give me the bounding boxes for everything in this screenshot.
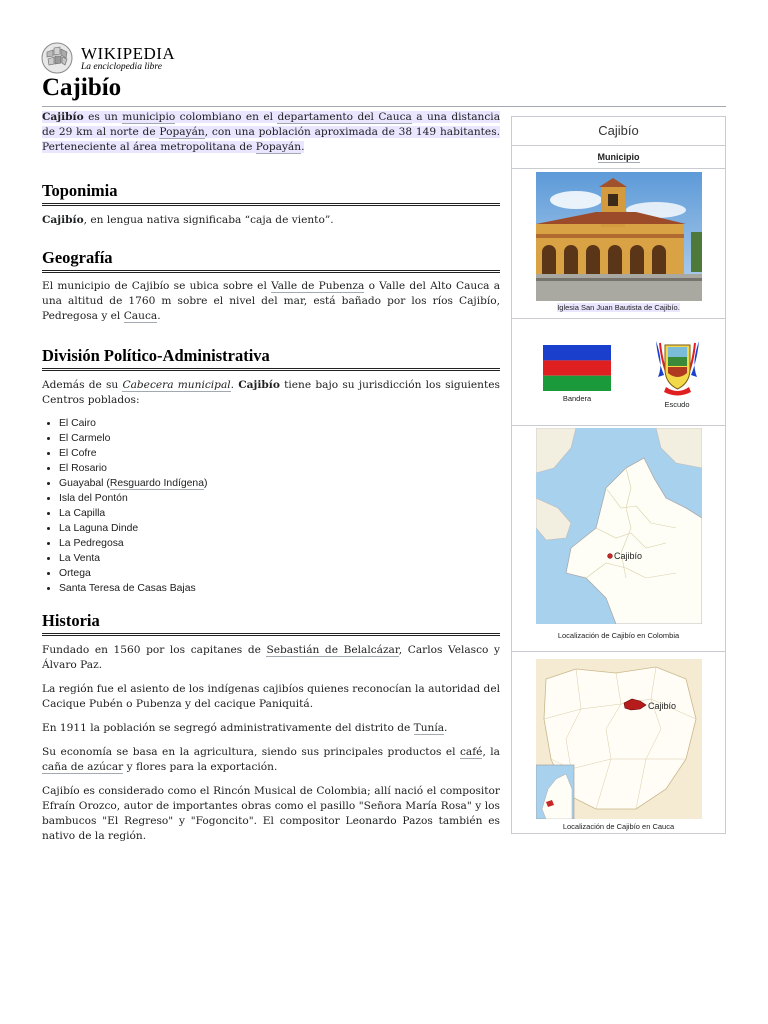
lead-text-4: , con una población aproximada de 38 149 habitantes. Perteneciente al área metropolitana de	[42, 126, 501, 153]
historia-paragraph-5: Cajibío es considerado como el Rincón Musical de Colombia; allí nació el compositor Efraín Orozco, autor de importantes obras como el pasillo "Señora María Rosa" y los bambucos "El Regreso" y "Fogoncito". El compositor Leonardo Pazos también es nativo de la región.	[42, 785, 500, 842]
wikipedia-wordmark: WIKIPEDIA	[81, 44, 176, 63]
title-divider	[42, 106, 726, 107]
lead-text-5: .	[301, 141, 305, 153]
link-cafe[interactable]: café	[459, 746, 483, 758]
link-sebastian-belalcazar[interactable]: Sebastián de Belalcázar	[266, 644, 399, 656]
geografia-paragraph	[42, 279, 500, 324]
cauca-map-section	[512, 652, 725, 840]
historia-p4-end: y flores para la exportación.	[123, 761, 278, 773]
lead-text-2: colombiano en el	[175, 111, 278, 123]
infobox	[511, 116, 726, 834]
historia-paragraph-3	[42, 721, 500, 736]
heading-division: División Político-Administrativa	[42, 348, 500, 371]
guayabal-close: )	[204, 478, 208, 489]
division-text-3: tiene bajo su jurisdicción los siguientes Centros poblados:	[42, 379, 500, 406]
heading-historia: Historia	[42, 613, 500, 636]
guayabal-text: Guayabal (	[59, 478, 110, 489]
link-cabecera-municipal[interactable]: Cabecera municipal	[122, 379, 231, 391]
toponimia-text: , en lengua nativa significaba “caja de viento”.	[83, 214, 334, 226]
list-item: • Santa Teresa de Casas Bajas	[59, 581, 500, 596]
list-item: • La Venta	[59, 551, 500, 566]
symbols-section	[512, 319, 725, 426]
colombia-map-section	[512, 426, 725, 652]
link-municipio[interactable]: municipio	[122, 111, 176, 123]
colombia-map-caption: Localización de Cajibío en Colombia	[557, 631, 680, 640]
lead-paragraph	[42, 110, 500, 155]
historia-p4-text: Su economía se basa en la agricultura, siendo sus principales productos el	[42, 746, 460, 758]
link-departamento-cauca[interactable]: departamento del Cauca	[277, 111, 412, 123]
list-item	[59, 476, 500, 491]
photo-section	[512, 169, 725, 319]
infobox-type	[512, 146, 725, 169]
link-resguardo-indigena[interactable]: Resguardo Indígena	[109, 478, 204, 489]
wikipedia-globe-icon	[41, 42, 73, 74]
list-item: • El Carmelo	[59, 431, 500, 446]
historia-p4-mid: , la	[482, 746, 500, 758]
historia-paragraph-4	[42, 745, 500, 775]
link-valle-pubenza[interactable]: Valle de Pubenza	[271, 280, 365, 292]
division-text-2: .	[230, 379, 239, 391]
link-cauca[interactable]: Cauca	[123, 310, 158, 322]
link-tunia[interactable]: Tunía	[413, 722, 445, 734]
link-popayan[interactable]: Popayán	[159, 126, 205, 138]
link-cana-azucar[interactable]: caña de azúcar	[42, 761, 124, 773]
geografia-text-1: El municipio de Cajibío se ubica sobre el	[42, 280, 272, 292]
lead-bold-title: Cajibío	[42, 111, 84, 123]
historia-paragraph-1	[42, 643, 500, 673]
flag-image[interactable]	[543, 345, 611, 391]
shield-image[interactable]	[654, 337, 701, 399]
division-text-1: Además de su	[42, 379, 123, 391]
division-paragraph	[42, 378, 500, 408]
church-photo[interactable]	[536, 172, 702, 301]
flag-caption: Bandera	[562, 394, 592, 403]
cauca-locator-map[interactable]	[536, 659, 702, 819]
link-municipio-type[interactable]: Municipio	[597, 152, 640, 162]
division-bold: Cajibío	[238, 379, 280, 391]
heading-toponimia: Toponimia	[42, 183, 500, 206]
shield-caption: Escudo	[664, 400, 690, 409]
list-item: • Ortega	[59, 566, 500, 581]
geografia-text-3: .	[157, 310, 161, 322]
list-item: • El Cairo	[59, 416, 500, 431]
list-item: • El Rosario	[59, 461, 500, 476]
centros-poblados-list	[42, 416, 500, 596]
cauca-map-label: Cajibío	[648, 701, 677, 711]
cauca-map-caption: Localización de Cajibío en Cauca	[562, 822, 675, 831]
infobox-title: Cajibío	[512, 117, 725, 146]
page-title: Cajibío	[42, 74, 122, 101]
historia-p1-end: , Carlos Velasco y Álvaro Paz.	[42, 644, 500, 671]
historia-p1-text: Fundado en 1560 por los capitanes de	[42, 644, 267, 656]
list-item: • La Laguna Dinde	[59, 521, 500, 536]
list-item: • Isla del Pontón	[59, 491, 500, 506]
wikipedia-tagline: La enciclopedia libre	[81, 62, 162, 72]
historia-p3-end: .	[444, 722, 448, 734]
historia-p3-text: En 1911 la población se segregó administrativamente del distrito de	[42, 722, 414, 734]
historia-paragraph-2: La región fue el asiento de los indígenas cajibíos quienes reconocían la autoridad del Cacique Pubén o Pubenza y del cacique Paniquitá.	[42, 683, 500, 710]
lead-text-3: a una distancia de 29 km al norte de	[42, 111, 501, 138]
article-content	[42, 110, 500, 844]
link-popayan-2[interactable]: Popayán	[255, 141, 302, 153]
colombia-map-label: Cajibío	[614, 551, 643, 561]
lead-text-1: es un	[83, 111, 123, 123]
toponimia-bold: Cajibío	[42, 214, 84, 226]
geografia-text-2: o Valle del Alto Cauca a una altitud de 1760 m sobre el nivel del mar, está bañado por los ríos Cajibío, Pedregosa y el	[42, 280, 501, 322]
colombia-locator-map[interactable]	[536, 428, 702, 624]
list-item: • El Cofre	[59, 446, 500, 461]
wikipedia-logo[interactable]	[41, 42, 176, 74]
list-item: • La Capilla	[59, 506, 500, 521]
heading-geografia: Geografía	[42, 250, 500, 273]
toponimia-paragraph	[42, 213, 500, 228]
photo-caption: Iglesia San Juan Bautista de Cajibío.	[557, 303, 680, 312]
list-item: • La Pedregosa	[59, 536, 500, 551]
